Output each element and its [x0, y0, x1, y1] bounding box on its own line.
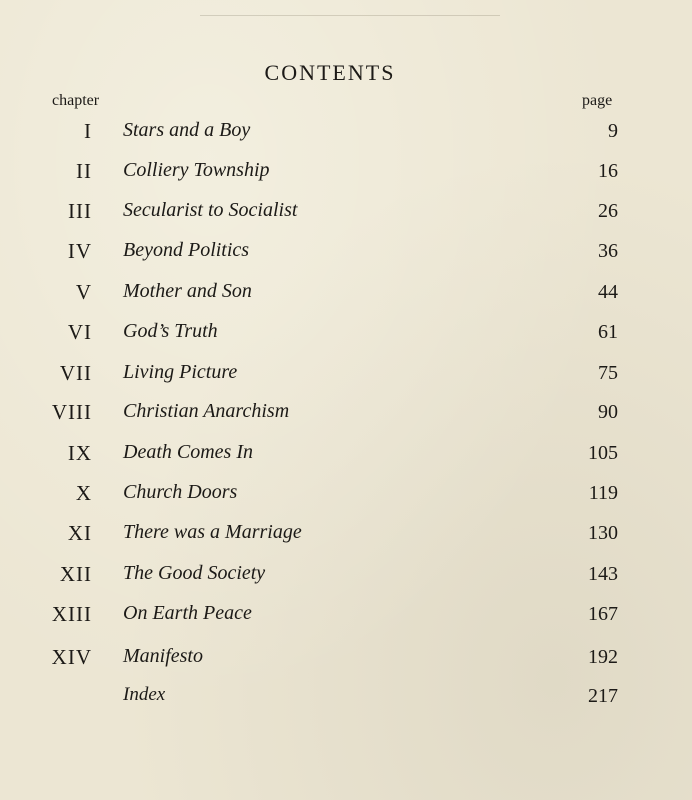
toc-entry — [0, 481, 692, 511]
chapter-title: Christian Anarchism — [123, 400, 290, 422]
chapter-title: Living Picture — [123, 361, 238, 383]
page-number: 61 — [598, 321, 618, 343]
toc-entry — [0, 280, 692, 310]
chapter-title: The Good Society — [123, 562, 266, 584]
page-number: 9 — [608, 120, 618, 142]
chapter-title: God’s Truth — [123, 320, 218, 342]
chapter-title: There was a Marriage — [123, 521, 302, 543]
chapter-title: Colliery Township — [123, 159, 270, 181]
toc-entry — [0, 400, 692, 430]
page-number: 75 — [598, 362, 618, 384]
page-number: 217 — [588, 685, 618, 707]
chapter-numeral: III — [68, 199, 92, 223]
toc-entry — [0, 320, 692, 350]
chapter-numeral: XIII — [51, 602, 92, 626]
toc-entry — [0, 684, 692, 714]
chapter-title: Mother and Son — [123, 280, 252, 302]
chapter-title: Secularist to Socialist — [123, 199, 298, 221]
chapter-column-label: chapter — [52, 92, 100, 109]
chapter-title: Stars and a Boy — [123, 119, 251, 141]
toc-entry — [0, 602, 692, 632]
page-number: 167 — [588, 603, 618, 625]
chapter-title: Church Doors — [123, 481, 238, 503]
toc-entry — [0, 562, 692, 592]
toc-entry — [0, 159, 692, 189]
chapter-numeral: VI — [67, 320, 92, 344]
chapter-numeral: IV — [67, 239, 92, 263]
chapter-numeral: XI — [67, 521, 92, 545]
chapter-title: On Earth Peace — [123, 602, 252, 624]
chapter-title: Manifesto — [123, 645, 203, 667]
toc-entry — [0, 361, 692, 391]
page-number: 105 — [588, 442, 618, 464]
chapter-numeral: X — [75, 481, 92, 505]
chapter-numeral: XIV — [51, 645, 92, 669]
toc-entry — [0, 239, 692, 269]
chapter-numeral: I — [84, 119, 92, 143]
page-number: 143 — [588, 563, 618, 585]
index-title: Index — [123, 684, 166, 705]
chapter-numeral: V — [75, 280, 92, 304]
chapter-numeral: II — [76, 159, 92, 183]
toc-entry — [0, 199, 692, 229]
toc-entry — [0, 645, 692, 675]
chapter-title: Beyond Politics — [123, 239, 250, 261]
page-number: 130 — [588, 522, 618, 544]
page-number: 119 — [588, 482, 618, 504]
chapter-numeral: VIII — [51, 400, 92, 424]
chapter-title: Death Comes In — [123, 441, 253, 463]
page-number: 192 — [588, 646, 618, 668]
toc-entry — [0, 441, 692, 471]
page-number: 36 — [598, 240, 618, 262]
chapter-numeral: IX — [67, 441, 92, 465]
page-number: 44 — [598, 281, 618, 303]
page-number: 90 — [598, 401, 618, 423]
page-number: 26 — [598, 200, 618, 222]
page-title: CONTENTS — [264, 60, 396, 85]
toc-entry — [0, 521, 692, 551]
chapter-numeral: XII — [59, 562, 92, 586]
bleed-through-mark — [200, 15, 500, 16]
toc-entry — [0, 119, 692, 149]
chapter-numeral: VII — [59, 361, 92, 385]
page-number: 16 — [598, 160, 618, 182]
page-column-label: page — [582, 92, 613, 109]
